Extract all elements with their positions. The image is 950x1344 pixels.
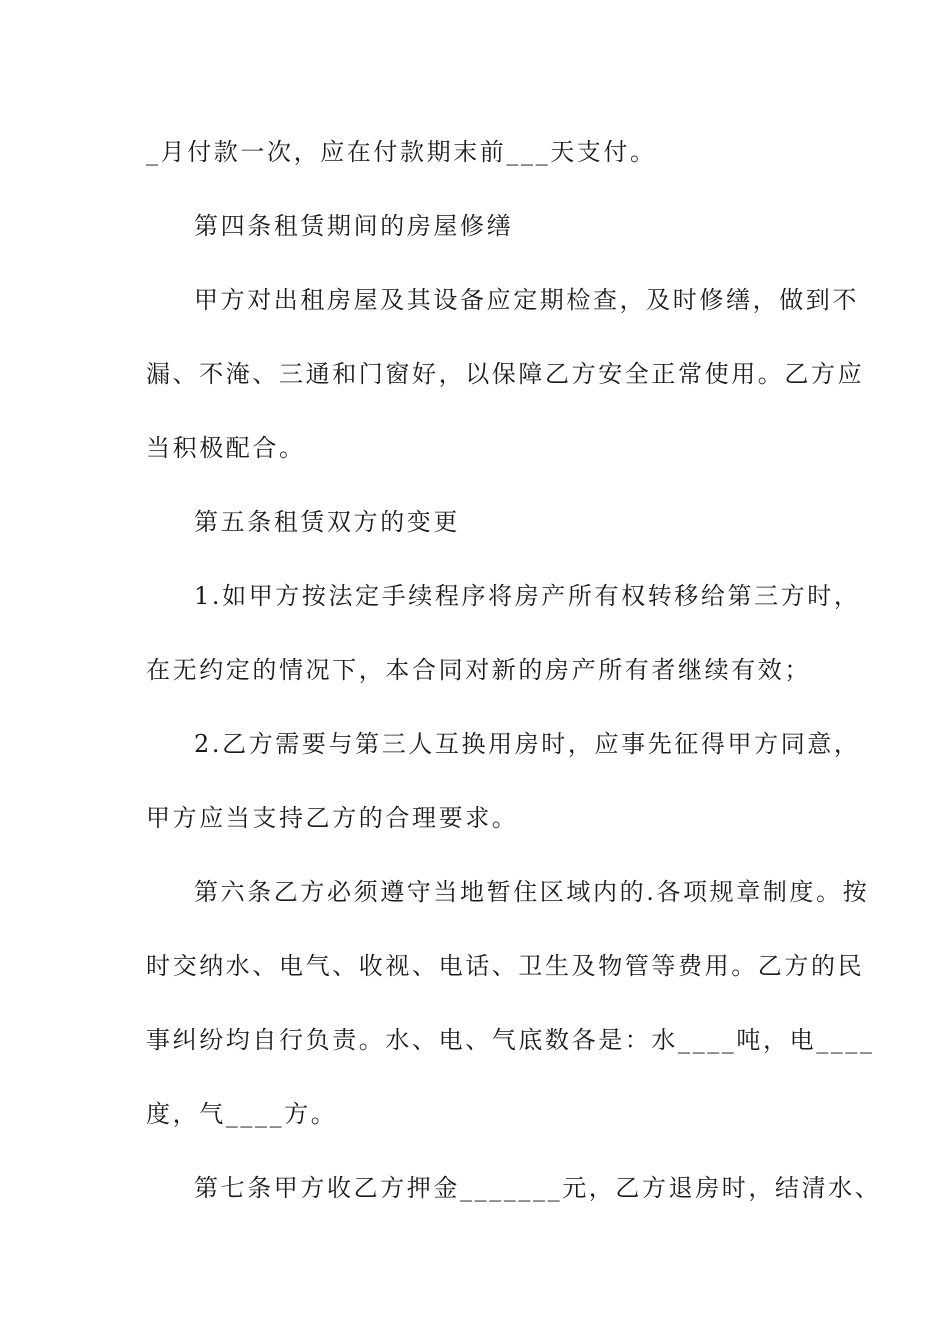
text-line-article-6: 度，气____方。 xyxy=(146,1100,338,1128)
text-line-article-4-para: 当积极配合。 xyxy=(146,434,306,462)
text-line-article-4-para: 漏、不淹、三通和门窗好，以保障乙方安全正常使用。乙方应 xyxy=(146,360,865,388)
text-line-payment-terms: _月付款一次，应在付款期末前___天支付。 xyxy=(146,138,657,166)
text-line-article-5-item-1: 1.如甲方按法定手续程序将房产所有权转移给第三方时， xyxy=(194,582,861,610)
heading-article-4: 第四条租赁期间的房屋修缮 xyxy=(194,212,514,240)
text-line-article-5-item-1: 在无约定的情况下，本合同对新的房产所有者继续有效； xyxy=(146,656,811,684)
text-line-article-6: 第六条乙方必须遵守当地暂住区域内的.各项规章制度。按 xyxy=(194,878,870,906)
text-line-article-5-item-2: 甲方应当支持乙方的合理要求。 xyxy=(146,804,519,832)
text-line-article-6: 事纠纷均自行负责。水、电、气底数各是：水____吨，电____ xyxy=(146,1026,875,1054)
text-line-article-5-item-2: 2.乙方需要与第三人互换用房时，应事先征得甲方同意， xyxy=(194,730,861,758)
text-line-article-4-para: 甲方对出租房屋及其设备应定期检查，及时修缮，做到不 xyxy=(194,286,859,314)
text-line-article-6: 时交纳水、电气、收视、电话、卫生及物管等费用。乙方的民 xyxy=(146,952,865,980)
heading-article-5: 第五条租赁双方的变更 xyxy=(194,508,460,536)
text-line-article-7: 第七条甲方收乙方押金_______元，乙方退房时，结清水、 xyxy=(194,1174,882,1202)
